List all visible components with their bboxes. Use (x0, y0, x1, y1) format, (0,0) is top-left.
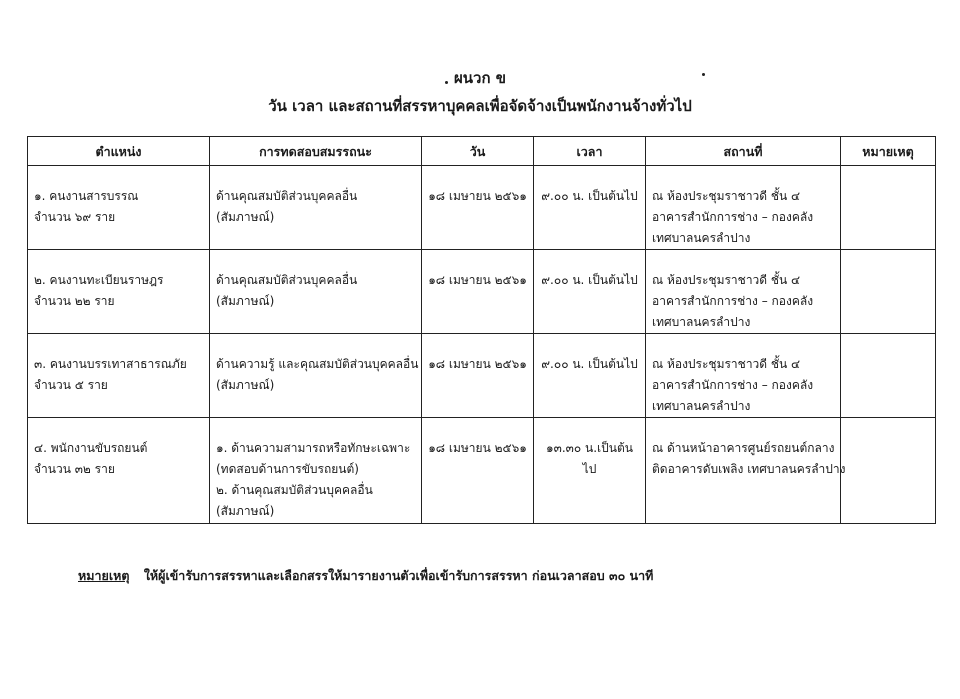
cell-test (210, 334, 422, 418)
cell-remark (841, 250, 936, 334)
table-row (28, 250, 936, 334)
footnote-text: ให้ผู้เข้ารับการสรรหาและเลือกสรรให้มารายงานตัวเพื่อเข้ารับการสรรหา ก่อนเวลาสอบ ๓๐ นาที (143, 568, 654, 583)
cell-test (210, 250, 422, 334)
cell-position (28, 334, 210, 418)
place-line: ณ ห้องประชุมราชาวดี ชั้น ๔ (652, 273, 801, 287)
header-test: การทดสอบสมรรถนะ (210, 137, 422, 166)
test-line: (สัมภาษณ์) (216, 294, 275, 308)
test-line: (สัมภาษณ์) (216, 504, 275, 518)
cell-place (646, 250, 841, 334)
cell-remark (841, 166, 936, 250)
place-line: ติดอาคารดับเพลิง เทศบาลนครลำปาง (652, 462, 846, 476)
cell-time: ๙.๐๐ น. เป็นต้นไป (534, 250, 646, 334)
place-line: เทศบาลนครลำปาง (652, 315, 751, 329)
cell-position (28, 166, 210, 250)
header-remark: หมายเหตุ (841, 137, 936, 166)
header-time: เวลา (534, 137, 646, 166)
table-row (28, 418, 936, 524)
test-line: (สัมภาษณ์) (216, 210, 275, 224)
position-title: ๒. คนงานทะเบียนราษฎร (34, 273, 164, 287)
position-count: จำนวน ๕ ราย (34, 378, 108, 392)
cell-test (210, 166, 422, 250)
position-title: ๔. พนักงานขับรถยนต์ (34, 441, 148, 455)
place-line: อาคารสำนักการช่าง – กองคลัง (652, 294, 814, 308)
test-line: ๑. ด้านความสามารถหรือทักษะเฉพาะ (216, 441, 411, 455)
scan-speck (702, 73, 705, 76)
cell-position (28, 250, 210, 334)
cell-remark (841, 418, 936, 524)
place-line: ณ ด้านหน้าอาคารศูนย์รถยนต์กลาง (652, 441, 835, 455)
place-line: อาคารสำนักการช่าง – กองคลัง (652, 378, 814, 392)
appendix-title: ผนวก ข (453, 69, 507, 87)
document-subtitle: วัน เวลา และสถานที่สรรหาบุคคลเพื่อจัดจ้างเป็นพนักงานจ้างทั่วไป (268, 97, 692, 115)
cell-place (646, 418, 846, 524)
header-place: สถานที่ (646, 137, 841, 166)
cell-test (210, 418, 422, 524)
table-header-row (28, 137, 936, 166)
place-line: อาคารสำนักการช่าง – กองคลัง (652, 210, 814, 224)
cell-time: ๙.๐๐ น. เป็นต้นไป (534, 166, 646, 250)
test-line: ๒. ด้านคุณสมบัติส่วนบุคคลอื่น (216, 483, 373, 497)
position-title: ๑. คนงานสารบรรณ (34, 189, 139, 203)
cell-date: ๑๘ เมษายน ๒๕๖๑ (422, 334, 534, 418)
cell-date: ๑๘ เมษายน ๒๕๖๑ (422, 250, 534, 334)
cell-place (646, 334, 841, 418)
cell-time: ๑๓.๓๐ น.เป็นต้นไป (534, 418, 646, 524)
position-count: จำนวน ๒๒ ราย (34, 294, 115, 308)
header-date: วัน (422, 137, 534, 166)
test-line: ด้านความรู้ และคุณสมบัติส่วนบุคคลอื่น (216, 357, 419, 371)
place-line: ณ ห้องประชุมราชาวดี ชั้น ๔ (652, 357, 801, 371)
test-line: ด้านคุณสมบัติส่วนบุคคลอื่น (216, 273, 358, 287)
position-count: จำนวน ๓๒ ราย (34, 462, 115, 476)
cell-time: ๙.๐๐ น. เป็นต้นไป (534, 334, 646, 418)
footnote (78, 566, 653, 586)
table-row (28, 166, 936, 250)
footnote-label: หมายเหตุ (78, 568, 130, 583)
scan-speck (445, 81, 448, 84)
test-line: (ทดสอบด้านการขับรถยนต์) (216, 462, 359, 476)
table-row (28, 334, 936, 418)
cell-remark (841, 334, 936, 418)
test-line: ด้านคุณสมบัติส่วนบุคคลอื่น (216, 189, 358, 203)
cell-place (646, 166, 841, 250)
position-title: ๓. คนงานบรรเทาสาธารณภัย (34, 357, 187, 371)
cell-position (28, 418, 210, 524)
header-position: ตำแหน่ง (28, 137, 210, 166)
cell-date: ๑๘ เมษายน ๒๕๖๑ (422, 166, 534, 250)
test-line: (สัมภาษณ์) (216, 378, 275, 392)
place-line: เทศบาลนครลำปาง (652, 231, 751, 245)
cell-date: ๑๘ เมษายน ๒๕๖๑ (422, 418, 534, 524)
place-line: ณ ห้องประชุมราชาวดี ชั้น ๔ (652, 189, 801, 203)
schedule-table (27, 136, 936, 524)
place-line: เทศบาลนครลำปาง (652, 399, 751, 413)
position-count: จำนวน ๖๙ ราย (34, 210, 116, 224)
